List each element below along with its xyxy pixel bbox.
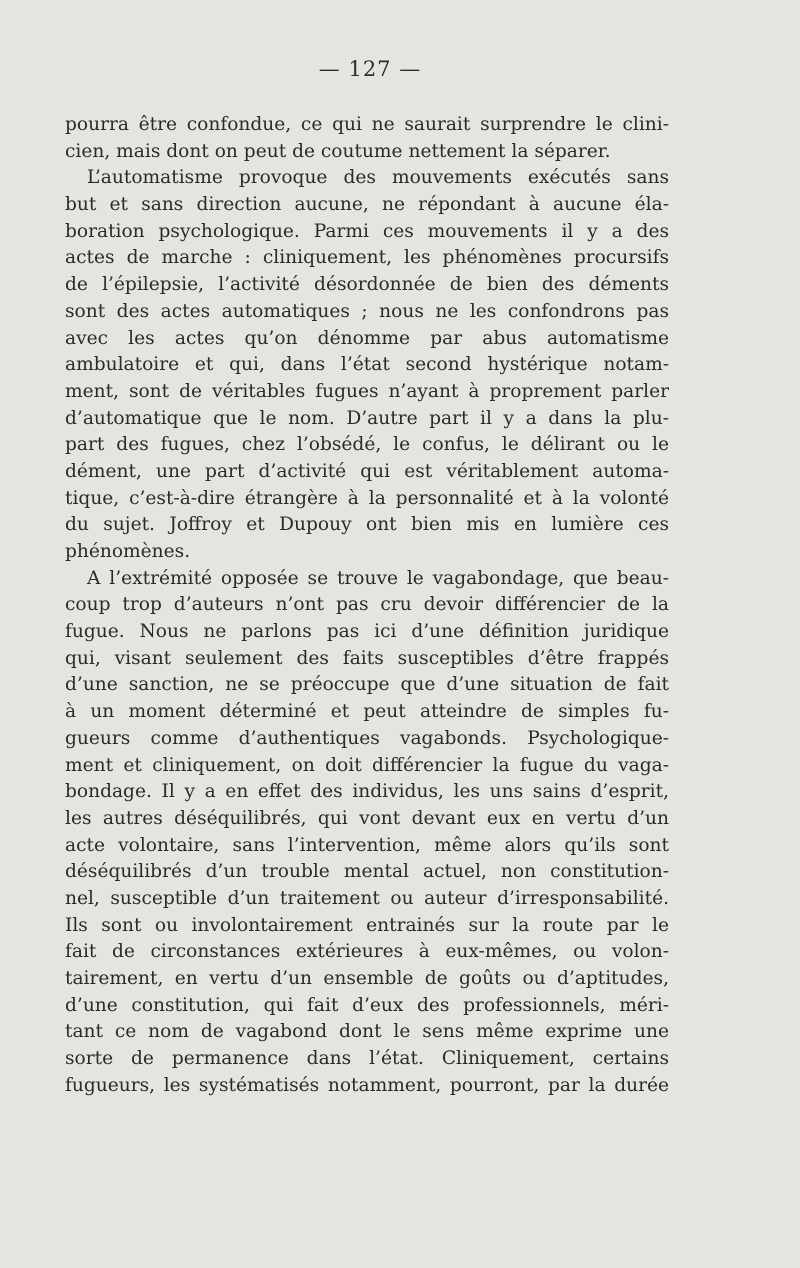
text-line: les autres déséquilibrés, qui vont devant eux en vertu d’un <box>65 807 669 829</box>
text-line: pourra être confondue, ce qui ne saurait surprendre le clini- <box>65 114 669 135</box>
text-line: A l’extrémité opposée se trouve le vagabondage, que beau- <box>87 567 669 589</box>
page-number: — 127 — <box>318 57 422 81</box>
text-line: d’une constitution, qui fait d’eux des professionnels, méri- <box>65 994 669 1016</box>
text-line: bondage. Il y a en effet des individus, les uns sains d’esprit, <box>65 781 669 803</box>
text-line: d’une sanction, ne se préoccupe que d’une situation de fait <box>65 674 669 696</box>
text-line: ment et cliniquement, on doit différencier la fugue du vaga- <box>65 754 669 776</box>
text-line: à un moment déterminé et peut atteindre de simples fu- <box>65 701 669 723</box>
text-line: fugueurs, les systématisés notamment, pourront, par la durée <box>65 1074 669 1096</box>
text-line: acte volontaire, sans l’intervention, même alors qu’ils sont <box>65 834 669 856</box>
text-line: Ils sont ou involontairement entrainés sur la route par le <box>65 914 669 936</box>
text-line: but et sans direction aucune, ne répondant à aucune éla- <box>65 194 669 216</box>
text-line: phénomènes. <box>65 541 191 562</box>
body-text <box>65 112 669 1099</box>
text-line: du sujet. Joffroy et Dupouy ont bien mis en lumière ces <box>65 514 669 536</box>
text-line: boration psychologique. Parmi ces mouvements il y a des <box>65 220 669 242</box>
text-line: fugue. Nous ne parlons pas ici d’une définition juridique <box>65 621 669 643</box>
text-line: coup trop d’auteurs n’ont pas cru devoir différencier de la <box>65 594 669 616</box>
text-line: sont des actes automatiques ; nous ne les confondrons pas <box>65 300 669 322</box>
text-line: qui, visant seulement des faits susceptibles d’être frappés <box>65 647 669 669</box>
text-line: part des fugues, chez l’obsédé, le confus, le délirant ou le <box>65 434 669 456</box>
text-line: d’automatique que le nom. D’autre part il y a dans la plu- <box>65 407 669 429</box>
text-line: de l’épilepsie, l’activité désordonnée de bien des déments <box>65 274 669 296</box>
text-line: sorte de permanence dans l’état. Cliniquement, certains <box>65 1048 669 1070</box>
text-line: avec les actes qu’on dénomme par abus automatisme <box>65 327 669 349</box>
text-line: L’automatisme provoque des mouvements exécutés sans <box>87 167 669 189</box>
text-line: déséquilibrés d’un trouble mental actuel, non constitution- <box>65 861 669 883</box>
text-line: gueurs comme d’authentiques vagabonds. Psychologique- <box>65 727 669 749</box>
text-line: tique, c’est-à-dire étrangère à la personnalité et à la volonté <box>65 487 669 509</box>
text-line: nel, susceptible d’un traitement ou auteur d’irresponsabilité. <box>65 887 669 909</box>
text-line: tant ce nom de vagabond dont le sens même exprime une <box>65 1021 669 1043</box>
text-line: dément, une part d’activité qui est véritablement automa- <box>65 460 669 482</box>
text-line: actes de marche : cliniquement, les phénomènes procursifs <box>65 247 669 269</box>
text-line: cien, mais dont on peut de coutume nettement la séparer. <box>65 140 611 162</box>
text-line: ment, sont de véritables fugues n’ayant à proprement parler <box>65 380 669 402</box>
text-line: ambulatoire et qui, dans l’état second hystérique notam- <box>65 354 669 376</box>
text-line: tairement, en vertu d’un ensemble de goûts ou d’aptitudes, <box>65 968 669 989</box>
text-line: fait de circonstances extérieures à eux-mêmes, ou volon- <box>65 941 669 963</box>
